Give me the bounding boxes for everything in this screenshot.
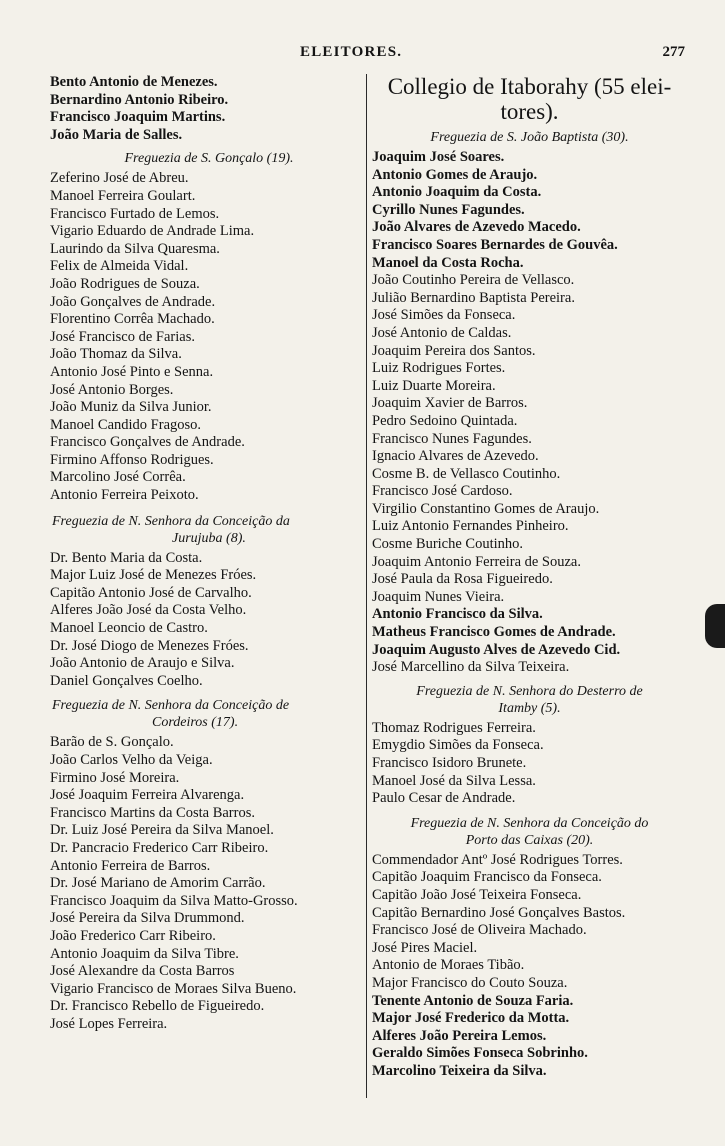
elector-name: Dr. Francisco Rebello de Figueiredo.	[50, 998, 265, 1015]
elector-name: Capitão João José Teixeira Fonseca.	[372, 886, 582, 903]
elector-name: Antonio Francisco da Silva.	[372, 606, 543, 623]
elector-name: Bento Antonio de Menezes.	[50, 74, 218, 90]
parish-heading: Freguezia de N. Senhora do Desterro de Itamby (5).	[416, 683, 643, 716]
page-number: 277	[662, 44, 685, 60]
elector-name: Antonio Ferreira Peixoto.	[50, 487, 199, 504]
elector-name: Dr. José Mariano de Amorim Carrão.	[50, 875, 266, 892]
elector-name: Geraldo Simões Fonseca Sobrinho.	[372, 1045, 588, 1062]
elector-list	[50, 550, 368, 691]
elector-name: João Antonio de Araujo e Silva.	[50, 655, 235, 672]
elector-name: Bernardino Antonio Ribeiro.	[50, 91, 229, 108]
elector-name: Capitão Antonio José de Carvalho.	[50, 584, 252, 601]
college-title: Collegio de Itaborahy (55 elei- tores).	[387, 74, 672, 124]
elector-name: Dr. Bento Maria da Costa.	[50, 549, 203, 566]
elector-name: Joaquim Xavier de Barros.	[372, 395, 528, 412]
elector-name: Laurindo da Silva Quaresma.	[50, 240, 220, 257]
elector-name: José Simões da Fonseca.	[372, 307, 516, 324]
elector-list	[372, 720, 687, 808]
elector-name: Firmino José Moreira.	[50, 769, 180, 786]
elector-name: Emygdio Simões da Fonseca.	[372, 737, 544, 754]
elector-name: Alferes João José da Costa Velho.	[50, 602, 247, 619]
elector-name: Francisco Joaquim Martins.	[50, 109, 226, 126]
elector-name: Commendador Antº José Rodrigues Torres.	[372, 851, 623, 868]
page-header	[0, 44, 725, 66]
elector-name: Daniel Gonçalves Coelho.	[50, 672, 203, 689]
elector-name: Ignacio Alvares de Azevedo.	[372, 448, 539, 465]
elector-name: Joaquim José Soares.	[372, 149, 505, 165]
elector-name: Virgilio Constantino Gomes de Araujo.	[372, 500, 600, 517]
elector-name: José Alexandre da Costa Barros	[50, 963, 235, 980]
elector-name: Manoel Leoncio de Castro.	[50, 620, 208, 637]
elector-name: Pedro Sedoino Quintada.	[372, 412, 518, 429]
elector-name: Manoel José da Silva Lessa.	[372, 772, 536, 789]
elector-name: Francisco Gonçalves de Andrade.	[50, 434, 245, 451]
elector-name: Antonio de Moraes Tibão.	[372, 957, 525, 974]
elector-name: Vigario Eduardo de Andrade Lima.	[50, 223, 255, 240]
left-column	[50, 74, 368, 1034]
elector-name: Cosme Buriche Coutinho.	[372, 536, 524, 553]
elector-name: Barão de S. Gonçalo.	[50, 734, 174, 751]
elector-name: Capitão Joaquim Francisco da Fonseca.	[372, 869, 602, 886]
elector-name: Thomaz Rodrigues Ferreira.	[372, 719, 536, 736]
elector-name: Julião Bernardino Baptista Pereira.	[372, 289, 575, 306]
elector-name: Manoel Candido Fragoso.	[50, 416, 202, 433]
page-edge-mark	[705, 604, 725, 648]
elector-name: Capitão Bernardino José Gonçalves Bastos.	[372, 904, 626, 921]
parish-heading: Freguezia de N. Senhora da Conceição de Cordeiros (17).	[52, 698, 290, 731]
elector-name: Francisco José de Oliveira Machado.	[372, 922, 587, 939]
elector-name: Francisco Isidoro Brunete.	[372, 755, 527, 771]
elector-name: Dr. José Diogo de Menezes Fróes.	[50, 637, 249, 654]
elector-name: Francisco Joaquim da Silva Matto-Grosso.	[50, 892, 298, 909]
elector-name: José Antonio de Caldas.	[372, 324, 512, 341]
elector-name: Francisco Martins da Costa Barros.	[50, 804, 255, 821]
elector-name: Luiz Duarte Moreira.	[372, 377, 496, 394]
parish-heading: Freguezia de N. Senhora da Conceição do Porto das Caixas (20).	[410, 815, 649, 848]
elector-name: Antonio José Pinto e Senna.	[50, 363, 214, 380]
elector-name: Paulo Cesar de Andrade.	[372, 790, 516, 807]
elector-name: Joaquim Antonio Ferreira de Souza.	[372, 553, 581, 570]
continuation-list	[50, 74, 368, 144]
elector-name: Francisco Soares Bernardes de Gouvêa.	[372, 236, 618, 253]
elector-name: José Pires Maciel.	[372, 939, 478, 956]
elector-name: Antonio Joaquim da Costa.	[372, 184, 542, 201]
parish-heading: Freguezia de S. Gonçalo (19).	[124, 151, 294, 167]
parish-heading: Freguezia de S. João Baptista (30).	[430, 130, 629, 145]
parish-heading: Freguezia de N. Senhora da Conceição da Jurujuba (8).	[52, 513, 290, 546]
right-column	[372, 74, 687, 1081]
elector-name: Felix de Almeida Vidal.	[50, 258, 189, 275]
elector-name: João Muniz da Silva Junior.	[50, 399, 212, 416]
elector-name: Alferes João Pereira Lemos.	[372, 1027, 547, 1044]
elector-name: Cyrillo Nunes Fagundes.	[372, 201, 525, 218]
elector-name: Antonio Joaquim da Silva Tibre.	[50, 945, 239, 962]
elector-name: Cosme B. de Vellasco Coutinho.	[372, 465, 561, 482]
elector-name: João Thomaz da Silva.	[50, 346, 182, 363]
elector-name: José Paula da Rosa Figueiredo.	[372, 571, 553, 588]
elector-name: Matheus Francisco Gomes de Andrade.	[372, 624, 616, 641]
elector-name: Francisco Nunes Fagundes.	[372, 430, 532, 447]
elector-name: Dr. Pancracio Frederico Carr Ribeiro.	[50, 839, 269, 856]
elector-name: Major Francisco do Couto Souza.	[372, 974, 568, 991]
elector-name: João Gonçalves de Andrade.	[50, 293, 216, 310]
elector-name: Vigario Francisco de Moraes Silva Bueno.	[50, 980, 297, 997]
elector-name: José Lopes Ferreira.	[50, 1015, 168, 1032]
elector-name: João Frederico Carr Ribeiro.	[50, 927, 216, 944]
elector-name: Major Luiz José de Menezes Fróes.	[50, 567, 257, 584]
elector-name: João Carlos Velho da Veiga.	[50, 752, 213, 768]
elector-name: Marcolino Teixeira da Silva.	[372, 1062, 547, 1079]
elector-name: João Rodrigues de Souza.	[50, 275, 200, 292]
running-title: ELEITORES.	[300, 44, 403, 60]
elector-name: Francisco José Cardoso.	[372, 483, 513, 500]
elector-name: José Joaquim Ferreira Alvarenga.	[50, 787, 245, 804]
elector-name: Joaquim Pereira dos Santos.	[372, 342, 536, 359]
elector-list	[50, 170, 368, 504]
elector-name: Luiz Antonio Fernandes Pinheiro.	[372, 518, 569, 535]
elector-name: João Maria de Salles.	[50, 126, 183, 143]
elector-name: José Pereira da Silva Drummond.	[50, 910, 245, 927]
elector-name: Francisco Furtado de Lemos.	[50, 205, 220, 222]
elector-name: José Antonio Borges.	[50, 381, 174, 398]
elector-list	[372, 852, 687, 1081]
elector-list	[50, 734, 368, 1033]
elector-name: Joaquim Augusto Alves de Azevedo Cid.	[372, 641, 621, 658]
elector-list	[372, 149, 687, 677]
elector-name: Antonio Ferreira de Barros.	[50, 857, 211, 874]
elector-name: Joaquim Nunes Vieira.	[372, 588, 505, 605]
elector-name: Tenente Antonio de Souza Faria.	[372, 992, 574, 1009]
elector-name: Florentino Corrêa Machado.	[50, 311, 215, 328]
elector-name: Antonio Gomes de Araujo.	[372, 166, 538, 183]
elector-name: Firmino Affonso Rodrigues.	[50, 451, 214, 468]
elector-name: Zeferino José de Abreu.	[50, 170, 189, 187]
elector-name: Marcolino José Corrêa.	[50, 469, 186, 486]
elector-name: Manoel da Costa Rocha.	[372, 254, 524, 271]
elector-name: Luiz Rodrigues Fortes.	[372, 360, 506, 377]
elector-name: João Alvares de Azevedo Macedo.	[372, 219, 581, 236]
elector-name: Dr. Luiz José Pereira da Silva Manoel.	[50, 822, 274, 839]
elector-name: João Coutinho Pereira de Vellasco.	[372, 272, 575, 289]
elector-name: Major José Frederico da Motta.	[372, 1010, 570, 1027]
elector-name: José Marcellino da Silva Teixeira.	[372, 659, 570, 676]
elector-name: José Francisco de Farias.	[50, 328, 195, 345]
elector-name: Manoel Ferreira Goulart.	[50, 187, 196, 204]
